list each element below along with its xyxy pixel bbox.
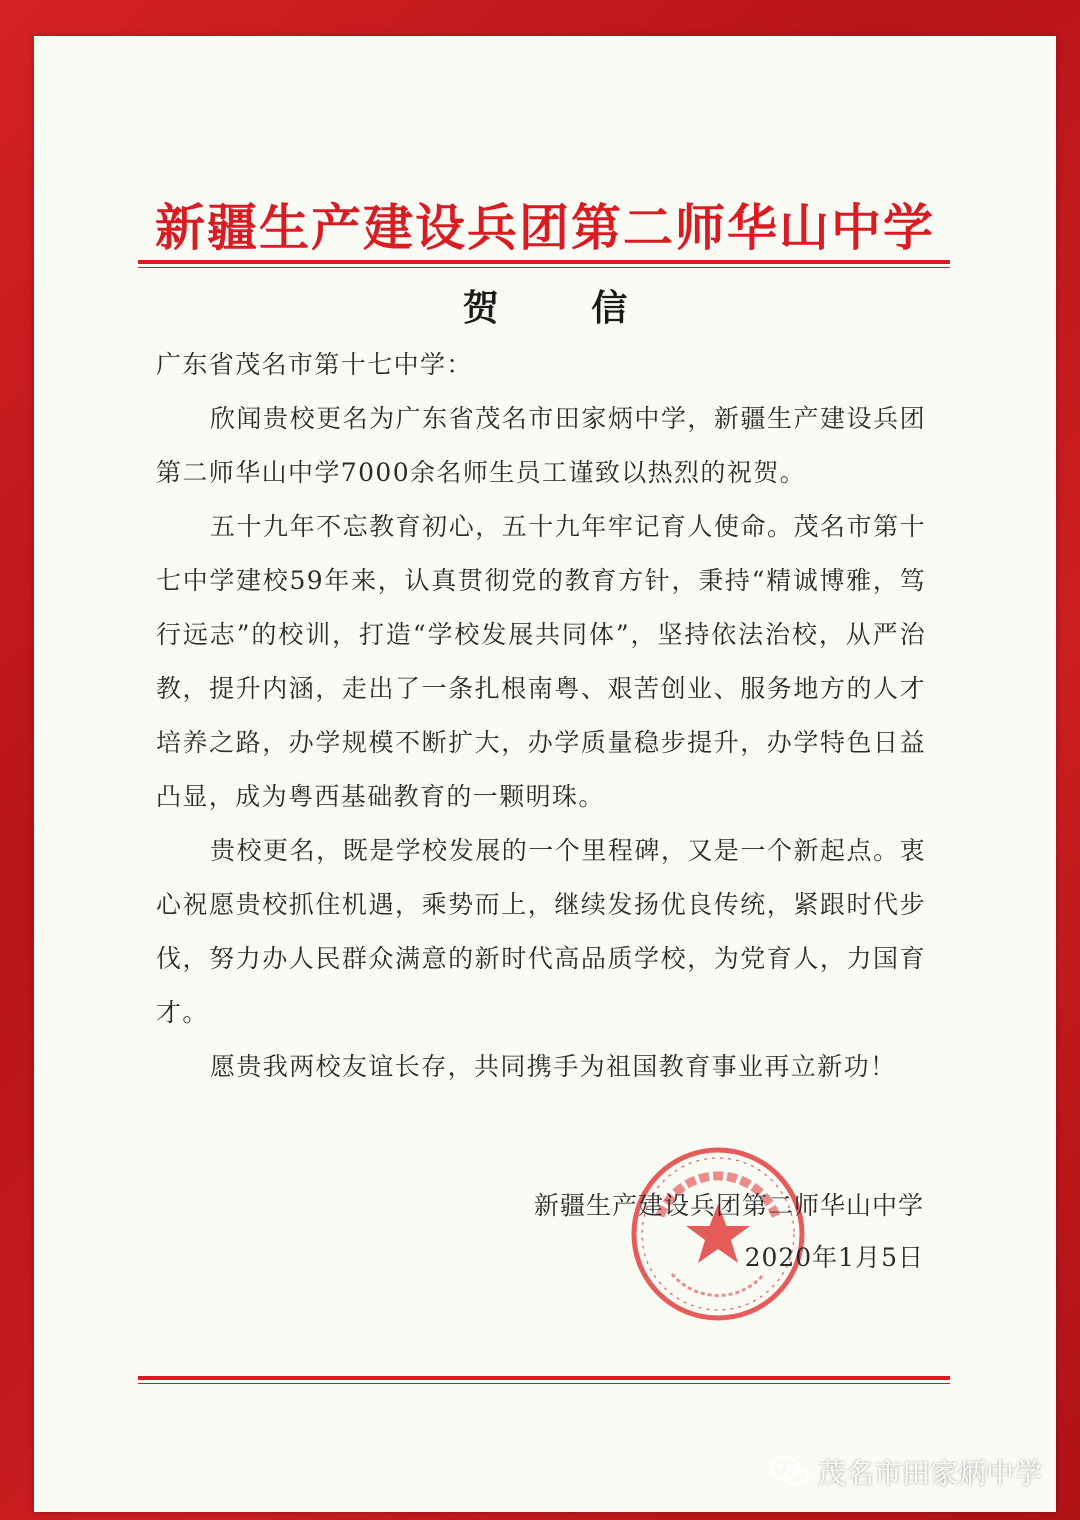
- letterhead-title: 新疆生产建设兵团第二师华山中学: [155, 198, 935, 257]
- account-watermark: [770, 1452, 1042, 1492]
- salutation: 广东省茂名市第十七中学：: [156, 350, 473, 379]
- watermark-text: 茂名市田家炳中学: [817, 1457, 1042, 1490]
- signature-organization: 新疆生产建设兵团第二师华山中学: [533, 1191, 924, 1220]
- rule-thin-line: [138, 267, 950, 268]
- letter-paper: [34, 36, 1056, 1512]
- rule-thick-line: [138, 260, 950, 264]
- document-title: 贺 信: [462, 288, 668, 329]
- rule-thick-line: [138, 1376, 950, 1380]
- signature-block: [474, 1180, 924, 1284]
- paragraph-1: 欣闻贵校更名为广东省茂名市田家炳中学，新疆生产建设兵团第二师华山中学7000余名师生员工谨致以热烈的祝贺。: [156, 404, 926, 487]
- paragraph-2: 五十九年不忘教育初心，五十九年牢记育人使命。茂名市第十七中学建校59年来，认真贯彻党的教育方针，秉持“精诚博雅，笃行远志”的校训，打造“学校发展共同体”，坚持依法治校，从严治教，提升内涵，走出了一条扎根南粤、艰苦创业、服务地方的人才培养之路，办学规模不断扩大，办学质量稳步提升，办学特色日益凸显，成为粤西基础教育的一颗明珠。: [156, 512, 926, 811]
- footer-rule: [138, 1376, 950, 1384]
- signature-date: 2020年1月5日: [744, 1243, 924, 1272]
- rule-thin-line: [138, 1383, 950, 1384]
- wechat-icon: [770, 1455, 810, 1489]
- letter-body: [156, 338, 926, 1094]
- paragraph-3: 贵校更名，既是学校发展的一个里程碑，又是一个新起点。衷心祝愿贵校抓住机遇，乘势而上，继续发扬优良传统，紧跟时代步伐，努力办人民群众满意的新时代高品质学校，为党育人，力国育才。: [156, 836, 926, 1027]
- letterhead-rule-top: [138, 260, 950, 268]
- paragraph-4: 愿贵我两校友谊长存，共同携手为祖国教育事业再立新功！: [210, 1052, 897, 1081]
